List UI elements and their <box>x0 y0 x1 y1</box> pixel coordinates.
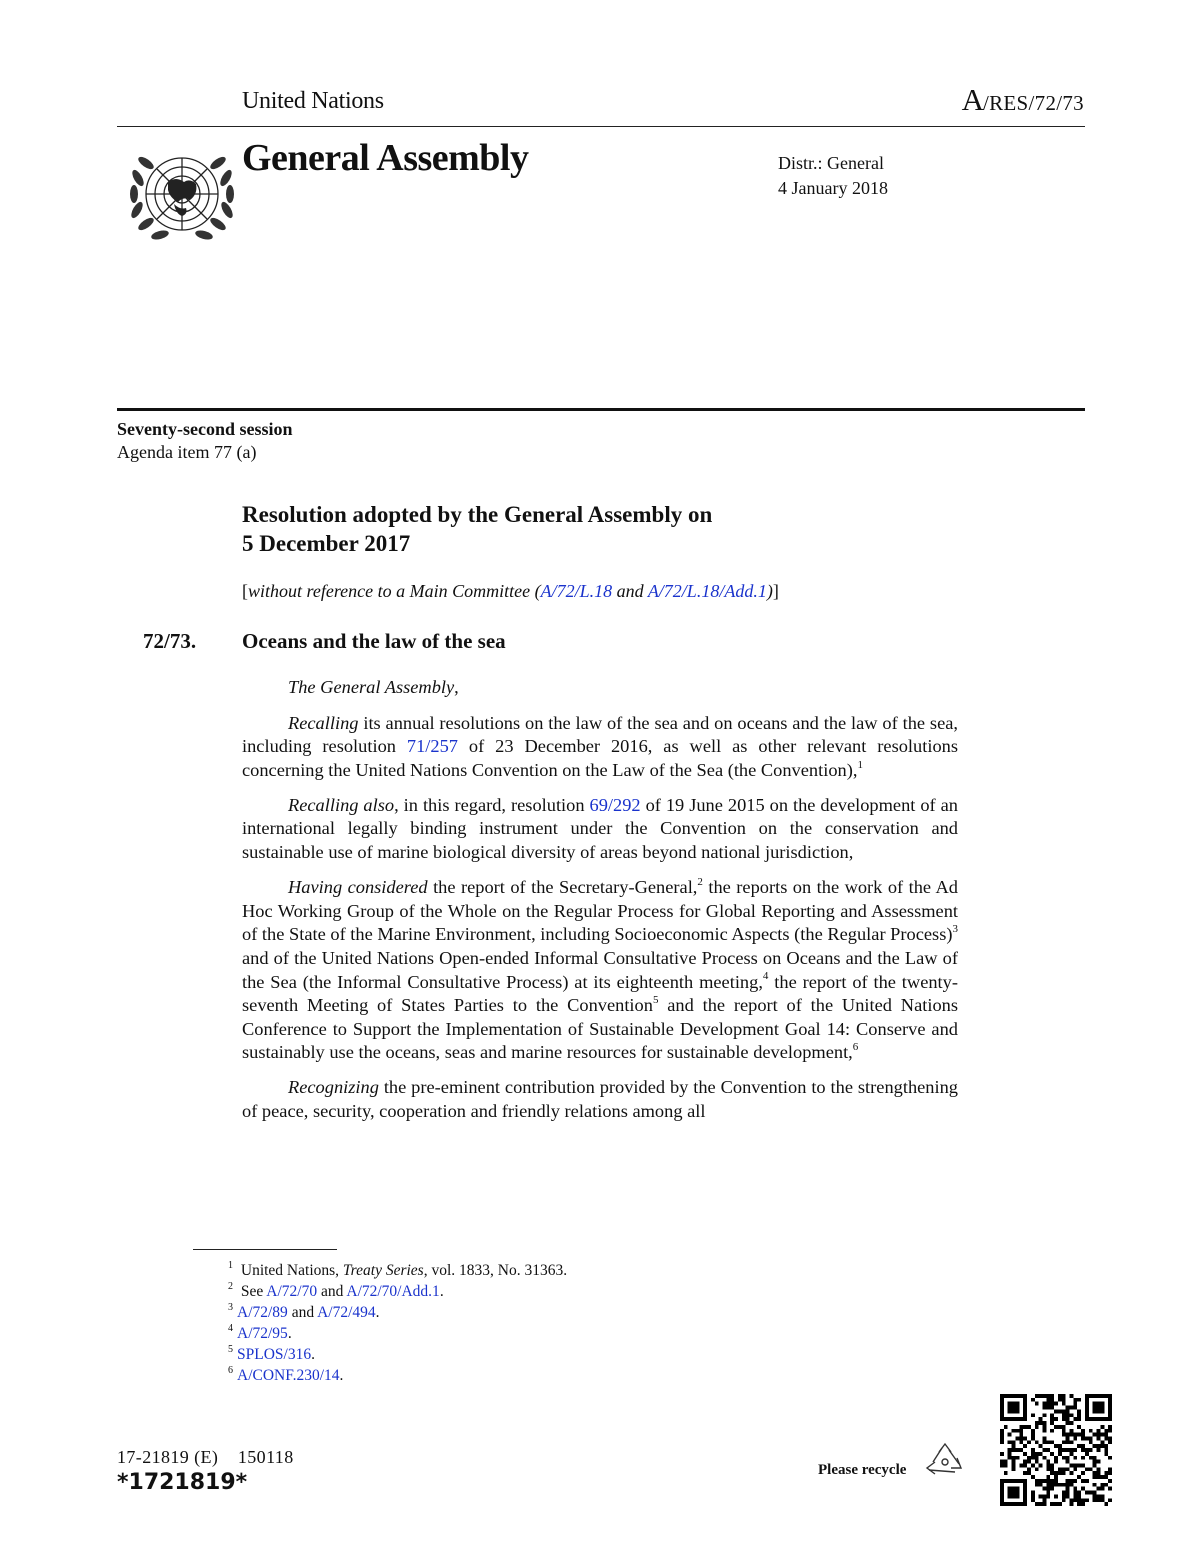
link-a-72-95[interactable]: A/72/95 <box>237 1325 288 1342</box>
footnote-title: Treaty Series <box>342 1262 424 1279</box>
footnote-1 <box>228 1260 567 1281</box>
ref-close-paren: ) <box>766 581 773 601</box>
recycle-label: Please recycle <box>818 1462 907 1478</box>
recycle-icon <box>925 1442 965 1482</box>
preamble-subject: The General Assembly <box>288 677 455 697</box>
footnote-5 <box>228 1344 567 1365</box>
footnote-text: and <box>287 1304 318 1321</box>
paragraph-text: the report of the Secretary-General, <box>427 877 698 898</box>
session-name: Seventy-second session <box>117 419 293 439</box>
paragraph-text: and the report of the United Nations Conference to Support the Implementation of Sustainable Development Goal 14: Conserve and sustainably use the oceans, seas and marine resources for sustainable development, <box>242 995 958 1063</box>
footnotes <box>228 1260 567 1386</box>
document-symbol-prefix: A <box>961 82 983 117</box>
header-rule <box>117 126 1085 127</box>
footnote-ref: 6 <box>852 1041 859 1054</box>
footnote-text: United Nations, <box>237 1262 343 1279</box>
footnote-number: 6 <box>228 1364 233 1376</box>
agenda-item: Agenda item 77 (a) <box>117 442 257 462</box>
footnote-text: . <box>375 1304 380 1321</box>
link-a-72-70[interactable]: A/72/70 <box>266 1283 318 1300</box>
body-title: General Assembly <box>242 137 529 179</box>
footnote-6 <box>228 1365 567 1386</box>
resolution-title-line1: Resolution adopted by the General Assembly on <box>242 502 713 527</box>
organization-name: United Nations <box>242 88 384 114</box>
document-number: 17-21819 (E) 150118 <box>117 1447 294 1467</box>
resolution-body <box>242 676 958 1135</box>
resolution-title <box>242 500 712 558</box>
link-a-72-89[interactable]: A/72/89 <box>237 1304 288 1321</box>
paragraph-recalling <box>242 712 958 783</box>
link-71-257[interactable]: 71/257 <box>406 736 458 757</box>
committee-reference <box>242 581 779 602</box>
footnote-4 <box>228 1323 567 1344</box>
document-symbol <box>962 82 1084 118</box>
paragraph-lead: Recalling also <box>288 794 395 815</box>
ref-text-lead: without reference to a Main Committee ( <box>248 581 541 601</box>
paragraph-text: its annual resolutions on the law of the sea and on oceans and the law of the sea, including resolution <box>242 712 958 757</box>
footnote-ref: 4 <box>762 970 769 983</box>
paragraph-text: the report of the twenty-seventh Meeting of States Parties to the Convention <box>242 971 958 1016</box>
footnote-ref: 3 <box>952 923 958 936</box>
footnote-text: . <box>287 1325 292 1342</box>
footnote-text: . <box>439 1283 444 1300</box>
footnote-rule <box>193 1249 337 1250</box>
paragraph-having-considered <box>242 876 958 1065</box>
footnote-2 <box>228 1281 567 1302</box>
barcode-text: *1721819* <box>117 1470 248 1495</box>
resolution-title-line2: 5 December 2017 <box>242 531 411 556</box>
footnote-ref: 1 <box>857 758 863 771</box>
resolution-number: 72/73. <box>143 629 197 653</box>
footnote-number: 1 <box>228 1259 233 1271</box>
distribution-label: Distr.: General <box>778 153 884 173</box>
paragraph-recognizing <box>242 1076 958 1123</box>
paragraph-text: of 19 June 2015 on the development of an international legally binding instrument under the Convention on the conservation and sustainable use of marine biological diversity of areas beyond national jurisdiction, <box>242 794 959 863</box>
ref-open-bracket: [ <box>242 581 248 601</box>
ref-close-bracket: ] <box>772 581 779 601</box>
ref-text <box>248 581 773 601</box>
qr-code-icon <box>1000 1394 1112 1506</box>
footnote-number: 4 <box>228 1322 233 1334</box>
footnote-text: . <box>339 1367 344 1384</box>
footnote-number: 3 <box>228 1301 233 1313</box>
paragraph-preamble <box>242 676 958 700</box>
link-a-72-l18-add1[interactable]: A/72/L.18/Add.1 <box>647 581 767 601</box>
link-69-292[interactable]: 69/292 <box>589 794 641 815</box>
paragraph-text: the pre-eminent contribution provided by the Convention to the strengthening of peace, security, cooperation and friendly relations among all <box>242 1077 958 1121</box>
paragraph-text: the reports on the work of the Ad Hoc Working Group of the Whole on the Regular Process for Global Reporting and Assessment of the State of the Marine Environment, including Socioeconomic Aspects (the Regular Process) <box>242 877 958 945</box>
paragraph-text: , in this regard, resolution <box>394 794 590 815</box>
footnote-text: , vol. 1833, No. 31363. <box>423 1262 568 1279</box>
footnote-text: . <box>311 1346 315 1363</box>
footnote-ref: 2 <box>697 876 703 889</box>
resolution-name: Oceans and the law of the sea <box>242 629 506 653</box>
link-a-72-l18[interactable]: A/72/L.18 <box>540 581 613 601</box>
footnote-number: 2 <box>228 1280 233 1292</box>
paragraph-text: and of the United Nations Open-ended Informal Consultative Process on Oceans and the Law of the Sea (the Informal Consultative Process) at its eighteenth meeting, <box>242 947 958 992</box>
session-rule <box>117 408 1085 411</box>
footnote-number: 5 <box>228 1343 233 1355</box>
link-a-conf-230-14[interactable]: A/CONF.230/14 <box>237 1367 340 1384</box>
paragraph-lead: Recognizing <box>288 1077 379 1098</box>
distribution-block <box>778 151 888 201</box>
footnote-3 <box>228 1302 567 1323</box>
paragraph-recalling-also <box>242 794 958 865</box>
link-a-72-494[interactable]: A/72/494 <box>317 1304 376 1321</box>
link-splos-316[interactable]: SPLOS/316 <box>237 1346 312 1363</box>
link-a-72-70-add1[interactable]: A/72/70/Add.1 <box>346 1283 440 1300</box>
preamble-comma: , <box>454 677 459 697</box>
document-symbol-rest: /RES/72/73 <box>982 91 1084 115</box>
footnote-text: and <box>317 1283 347 1300</box>
footnote-text: See <box>237 1283 267 1300</box>
issue-date: 4 January 2018 <box>778 178 888 198</box>
un-emblem-icon <box>124 138 240 254</box>
footnote-ref: 5 <box>652 994 659 1006</box>
paragraph-lead: Having considered <box>288 877 428 898</box>
paragraph-lead: Recalling <box>288 712 359 733</box>
paragraph-text: of 23 December 2016, as well as other relevant resolutions concerning the United Nations Convention on the Law of the Sea (the Convention), <box>242 736 958 780</box>
ref-and: and <box>612 581 648 601</box>
